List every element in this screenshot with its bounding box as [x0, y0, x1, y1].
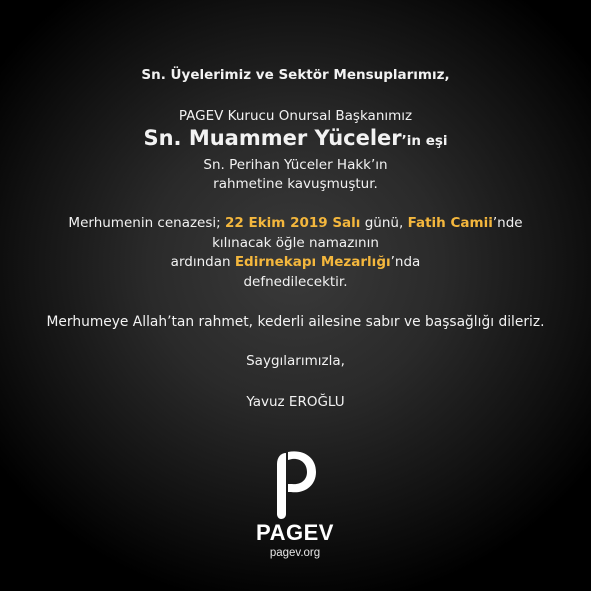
passed-away-text: rahmetine kavuşmuştur.: [213, 176, 378, 192]
funeral-line-3-prefix: ardından: [170, 254, 235, 270]
pagev-p-logo-icon: [273, 448, 319, 520]
name-suffix: ’in eşi: [401, 133, 448, 149]
signature: Yavuz EROĞLU: [246, 394, 345, 410]
name-line: [0, 125, 591, 154]
pagev-url: pagev.org: [269, 547, 321, 559]
pagev-logo: [255, 448, 335, 568]
funeral-line-2: kılınacak öğle namazının: [212, 235, 379, 251]
funeral-middle: günü,: [360, 215, 408, 231]
greeting: Sn. Üyelerimiz ve Sektör Mensuplarımız,: [141, 67, 450, 83]
funeral-cemetery-suffix: ’nda: [390, 254, 421, 270]
funeral-date: 22 Ekim 2019 Salı: [224, 215, 361, 231]
funeral-mosque: Fatih Camii: [407, 215, 493, 231]
name: Sn. Muammer Yüceler: [143, 126, 402, 150]
funeral-cemetery: Edirnekapı Mezarlığı: [234, 254, 391, 270]
condolence-message: Merhumeye Allah’tan rahmet, kederli ailesine sabır ve başsağlığı dileriz.: [46, 314, 545, 330]
funeral-prefix: Merhumenin cenazesi;: [68, 215, 225, 231]
closing: Saygılarımızla,: [246, 353, 345, 369]
funeral-mosque-suffix: ’nde: [492, 215, 523, 231]
pagev-wordmark: PAGEV: [256, 520, 334, 545]
funeral-line-1: [0, 214, 591, 232]
funeral-line-3: [0, 253, 591, 271]
deceased-name: Sn. Perihan Yüceler Hakk’ın: [203, 157, 388, 173]
funeral-line-4: defnedilecektir.: [243, 274, 348, 290]
honorary-title: PAGEV Kurucu Onursal Başkanımız: [178, 108, 413, 124]
